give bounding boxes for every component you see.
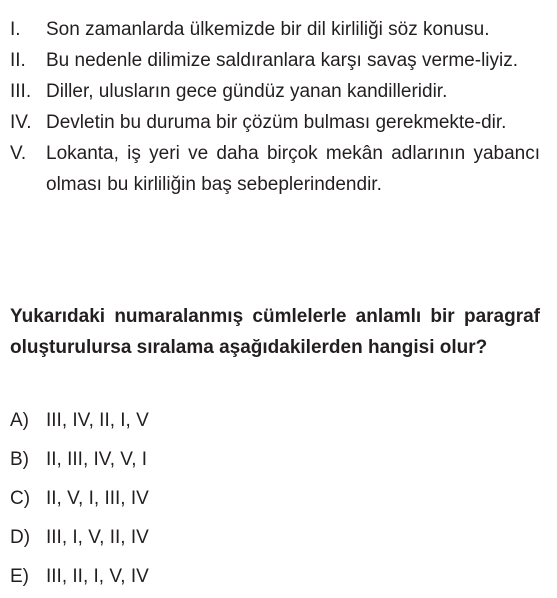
statement-1 (10, 14, 540, 45)
option-text: II, V, I, III, IV (46, 488, 149, 509)
option-letter: E) (10, 566, 29, 587)
option-d[interactable] (10, 518, 530, 557)
option-text: II, III, IV, V, I (46, 449, 148, 470)
statement-text: Son zamanlarda ülkemizde bir dil kirliliği söz konusu. (46, 19, 490, 40)
statement-list (10, 14, 540, 200)
option-letter: B) (10, 449, 29, 470)
question-stem: Yukarıdaki numaralanmış cümlelerle anlamlı bir paragraf oluşturulursa sıralama aşağıdakilerden hangisi olur? (10, 306, 540, 358)
answer-options (10, 401, 530, 596)
statement-text: Lokanta, iş yeri ve daha birçok mekân adlarının yabancı olması bu kirliliğin baş sebeplerindendir. (46, 143, 540, 195)
option-text: III, II, I, V, IV (46, 566, 149, 587)
statement-4 (10, 107, 540, 138)
statement-numeral: I. (10, 19, 21, 40)
option-letter: D) (10, 527, 31, 548)
statement-text: Bu nedenle dilimize saldıranlara karşı savaş verme-liyiz. (46, 50, 519, 71)
statement-numeral: III. (10, 81, 32, 102)
option-b[interactable] (10, 440, 530, 479)
statement-numeral: V. (10, 143, 27, 164)
option-letter: A) (10, 410, 29, 431)
statement-5 (10, 138, 540, 200)
statement-2 (10, 45, 540, 76)
option-e[interactable] (10, 557, 530, 596)
statement-text: Diller, ulusların gece gündüz yanan kandilleridir. (46, 81, 448, 102)
option-text: III, I, V, II, IV (46, 527, 149, 548)
statement-numeral: II. (10, 50, 26, 71)
statement-numeral: IV. (10, 112, 32, 133)
statement-text: Devletin bu duruma bir çözüm bulması gerekmekte-dir. (46, 112, 507, 133)
option-a[interactable] (10, 401, 530, 440)
statement-3 (10, 76, 540, 107)
option-c[interactable] (10, 479, 530, 518)
option-text: III, IV, II, I, V (46, 410, 149, 431)
option-letter: C) (10, 488, 31, 509)
